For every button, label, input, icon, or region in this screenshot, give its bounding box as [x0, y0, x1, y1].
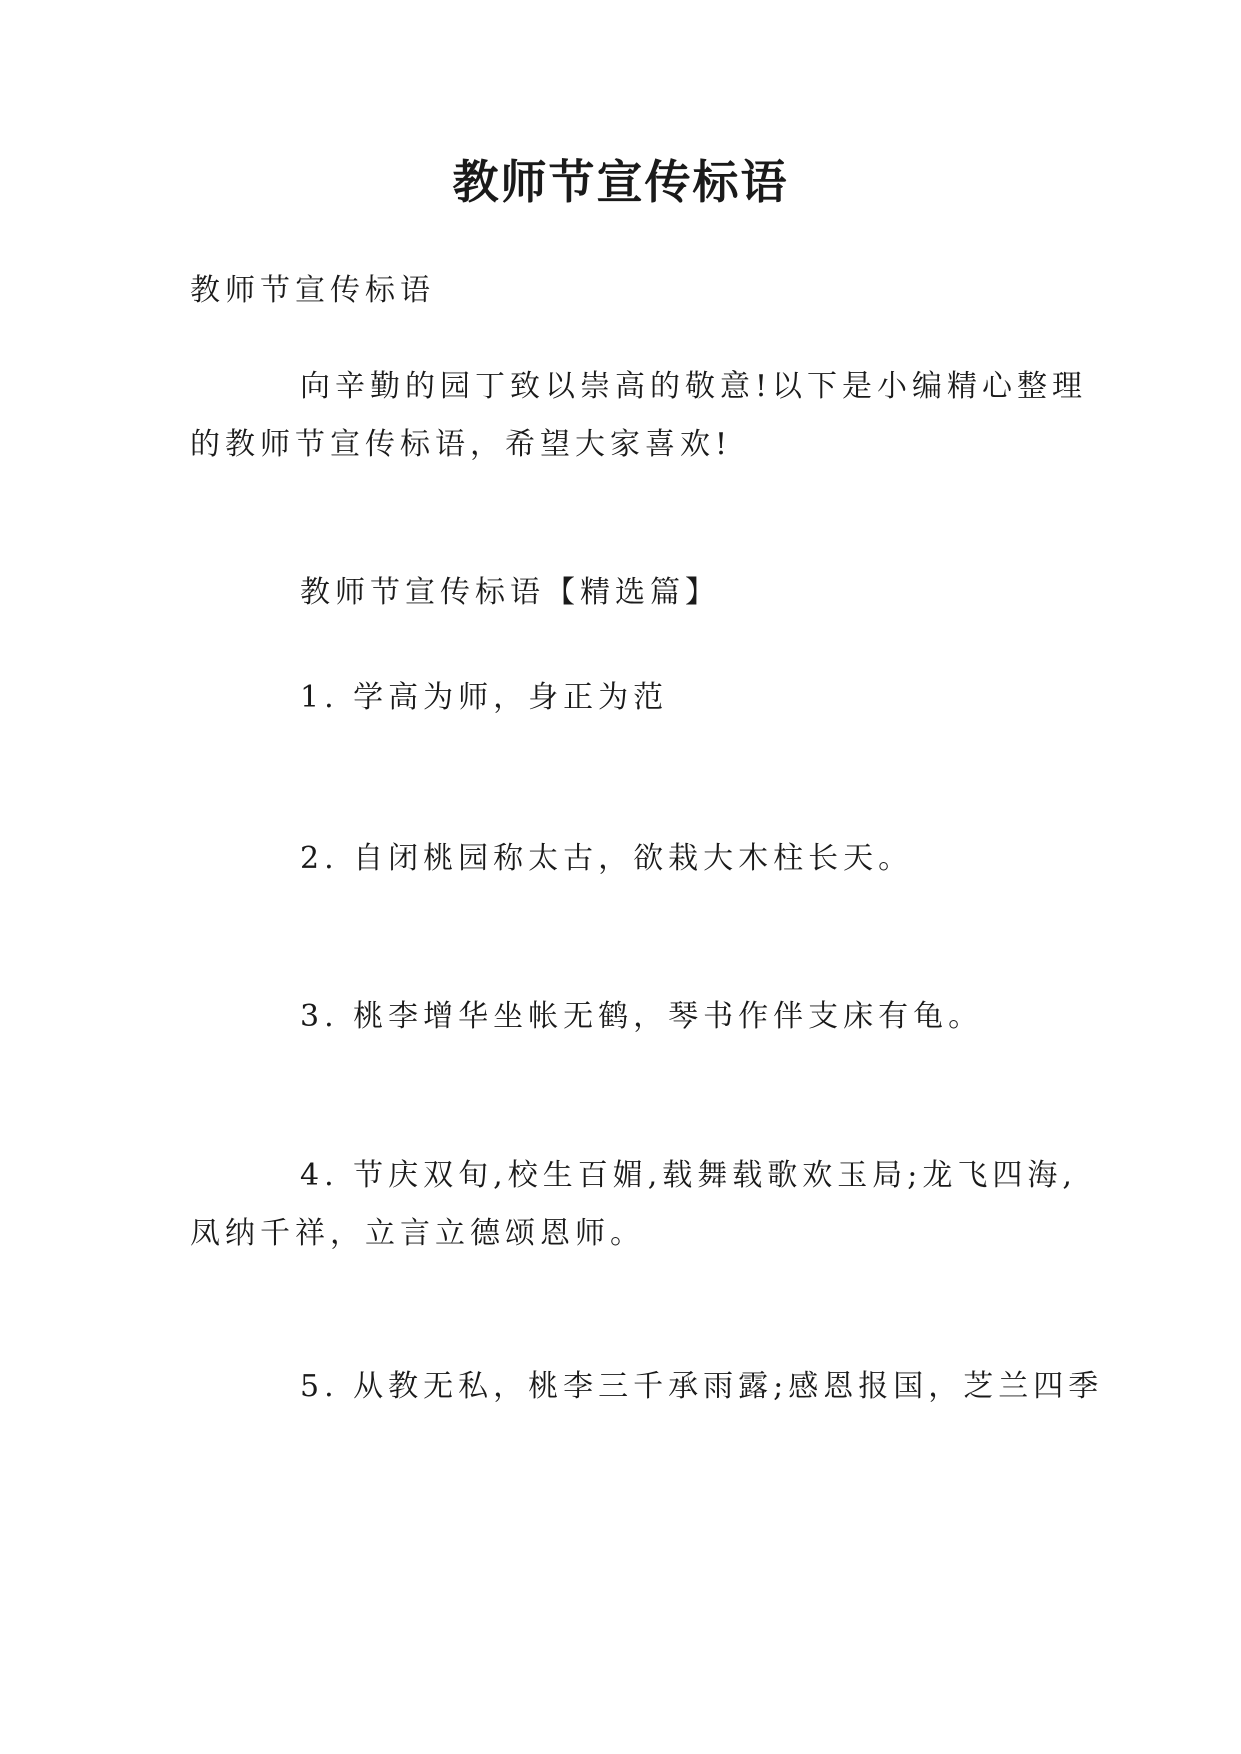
- document-subtitle: [190, 262, 1052, 320]
- list-item-2-text: 2. 自闭桃园称太古，欲栽大木柱长天。: [300, 841, 914, 876]
- list-item: [190, 1147, 1077, 1263]
- list-item: [190, 1358, 1104, 1416]
- list-item-3-text: 3. 桃李增华坐帐无鹤，琴书作伴支床有龟。: [300, 999, 984, 1034]
- list-item: [190, 988, 1052, 1046]
- list-item: [190, 830, 1052, 888]
- list-item-5-text: 5. 从教无私，桃李三千承雨露;感恩报国，芝兰四季: [300, 1369, 1104, 1404]
- intro-line-1: 向辛勤的园丁致以崇高的敬意!以下是小编精心整理: [300, 369, 1088, 404]
- list-item-4-line-1: 4. 节庆双旬,校生百媚,载舞载歌欢玉局;龙飞四海,: [300, 1158, 1077, 1193]
- list-item-1-text: 1. 学高为师，身正为范: [300, 680, 669, 715]
- section-heading-text: 教师节宣传标语【精选篇】: [300, 575, 720, 610]
- subtitle-text: 教师节宣传标语: [190, 273, 435, 308]
- intro-line-2: 的教师节宣传标语，希望大家喜欢!: [190, 427, 733, 462]
- intro-paragraph: [190, 358, 1088, 474]
- section-heading: [190, 564, 1052, 622]
- document-title: 教师节宣传标语: [452, 155, 789, 209]
- list-item-4-line-2: 凤纳千祥，立言立德颂恩师。: [190, 1216, 645, 1251]
- list-item: [190, 669, 1052, 727]
